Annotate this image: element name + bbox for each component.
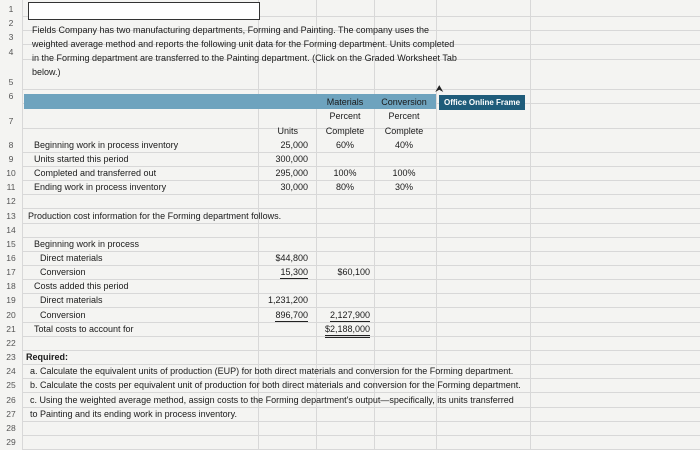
row-number: 17 — [6, 267, 16, 277]
row-number: 5 — [8, 77, 14, 87]
required-title: Required: — [26, 352, 69, 362]
bwip-total: $60,100 — [337, 267, 370, 277]
added-label: Costs added this period — [34, 281, 129, 291]
grid-line — [22, 251, 700, 252]
grid-line — [22, 350, 700, 351]
row-number: 12 — [6, 196, 16, 206]
grid-line — [22, 435, 700, 436]
grid-line — [22, 223, 700, 224]
conv-value: 15,300 — [280, 267, 308, 277]
bwip-label: Beginning work in process — [34, 239, 140, 249]
grid-line — [22, 392, 700, 393]
row-number: 25 — [6, 380, 16, 390]
row-number: 20 — [6, 310, 16, 320]
grid-line — [22, 152, 700, 153]
intro-line-1: Fields Company has two manufacturing departments, Forming and Painting. The company uses the — [32, 25, 430, 35]
required-a: a. Calculate the equivalent units of production (EUP) for both direct materials and conversion for the Forming department. — [30, 366, 514, 376]
grid-line — [22, 421, 700, 422]
grid-line — [22, 237, 700, 238]
conv-label: Conversion — [40, 267, 86, 277]
row-number: 23 — [6, 352, 16, 362]
dm2-label: Direct materials — [40, 295, 103, 305]
grid-column-line — [22, 0, 23, 449]
units-row-materials: 60% — [335, 140, 354, 150]
row-number: 13 — [6, 211, 16, 221]
units-row-label: Completed and transferred out — [34, 168, 157, 178]
header-band — [24, 94, 436, 109]
units-row-units: 25,000 — [280, 140, 308, 150]
grid-line — [22, 293, 700, 294]
row-number: 10 — [6, 168, 16, 178]
grid-line — [22, 307, 700, 308]
grid-line — [22, 89, 700, 90]
row-number: 22 — [6, 338, 16, 348]
conv2-value: 896,700 — [275, 310, 308, 320]
required-c1: c. Using the weighted average method, assign costs to the Forming department's output—specifically, its units transferred — [30, 395, 514, 405]
grid-line — [22, 265, 700, 266]
row-number: 21 — [6, 324, 16, 334]
units-row-label: Units started this period — [34, 154, 129, 164]
required-c2: to Painting and its ending work in process inventory. — [30, 409, 237, 419]
grid-line — [22, 322, 700, 323]
units-header: Units — [277, 126, 298, 136]
row-number: 24 — [6, 366, 16, 376]
row-number: 3 — [8, 32, 14, 42]
grid-line — [22, 208, 700, 209]
row-number: 2 — [8, 18, 14, 28]
conversion-header-2: Percent — [388, 111, 420, 121]
grid-line — [22, 166, 700, 167]
grid-line — [22, 194, 700, 195]
row-number: 8 — [8, 140, 14, 150]
cursor-icon: ⮝ — [435, 84, 444, 95]
selected-cell[interactable] — [28, 2, 260, 20]
conv2-label: Conversion — [40, 310, 86, 320]
materials-header-2: Percent — [329, 111, 361, 121]
intro-line-4: below.) — [32, 67, 61, 77]
units-row-units: 300,000 — [275, 154, 308, 164]
grid-line — [22, 407, 700, 408]
row-number: 18 — [6, 281, 16, 291]
grid-line — [22, 279, 700, 280]
units-row-label: Beginning work in process inventory — [34, 140, 179, 150]
row-number: 27 — [6, 409, 16, 419]
row-number: 6 — [8, 91, 14, 101]
row-number: 29 — [6, 437, 16, 447]
added-total: 2,127,900 — [329, 310, 370, 320]
row-number: 15 — [6, 239, 16, 249]
units-row-label: Ending work in process inventory — [34, 182, 167, 192]
row-number: 11 — [6, 182, 16, 192]
materials-header-1: Materials — [326, 97, 364, 107]
conversion-header-3: Complete — [384, 126, 424, 136]
units-row-units: 30,000 — [280, 182, 308, 192]
row-number: 16 — [6, 253, 16, 263]
row-number: 1 — [8, 4, 14, 14]
grid-line — [22, 364, 700, 365]
intro-line-3: in the Forming department are transferred to the Painting department. (Click on the Graded Worksheet Tab — [32, 53, 457, 63]
dm-label: Direct materials — [40, 253, 103, 263]
office-online-frame-label: Office Online Frame — [439, 95, 525, 110]
intro-line-2: weighted average method and reports the following unit data for the Forming department. Units completed — [32, 39, 455, 49]
conversion-header-1: Conversion — [381, 97, 427, 107]
materials-header-3: Complete — [325, 126, 365, 136]
dm2-value: 1,231,200 — [267, 295, 308, 305]
grid-line — [22, 378, 700, 379]
units-row-conversion: 40% — [394, 140, 413, 150]
grid-column-line — [530, 0, 531, 449]
row-number: 26 — [6, 395, 16, 405]
row-number: 19 — [6, 295, 16, 305]
dm-value: $44,800 — [275, 253, 308, 263]
row-number: 28 — [6, 423, 16, 433]
units-row-conversion: 30% — [394, 182, 413, 192]
row-number: 4 — [8, 47, 14, 57]
units-row-conversion: 100% — [392, 168, 416, 178]
row-number: 14 — [6, 225, 16, 235]
grid-line — [22, 180, 700, 181]
units-row-materials: 100% — [333, 168, 357, 178]
cost-title: Production cost information for the Forming department follows. — [28, 211, 282, 221]
required-b: b. Calculate the costs per equivalent unit of production for both direct materials and conversion for the Forming department. — [30, 380, 521, 390]
total-label: Total costs to account for — [34, 324, 134, 334]
units-row-materials: 80% — [335, 182, 354, 192]
units-row-units: 295,000 — [275, 168, 308, 178]
row-number: 7 — [8, 116, 14, 126]
total-value: $2,188,000 — [325, 324, 370, 338]
row-number: 9 — [8, 154, 14, 164]
